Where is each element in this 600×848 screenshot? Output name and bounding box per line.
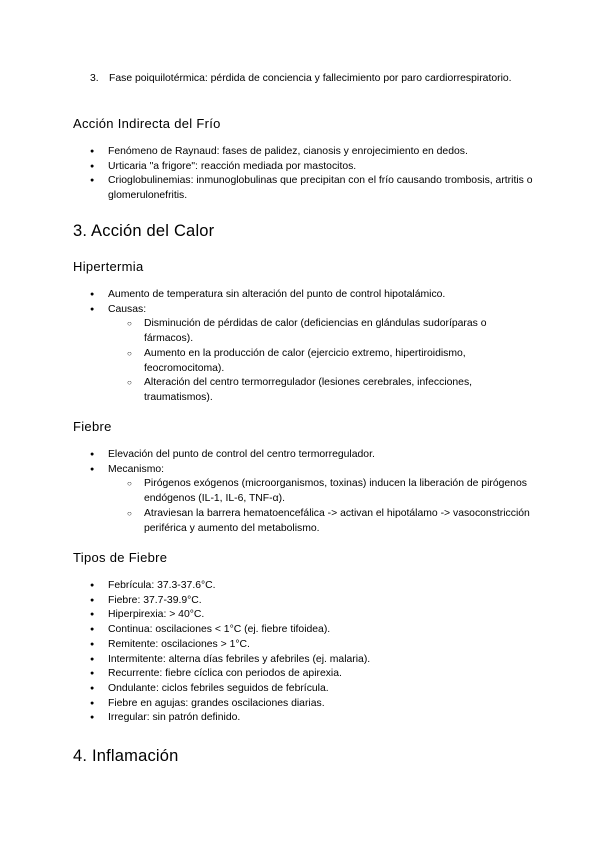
sublist-mecanismo bbox=[108, 477, 533, 536]
list-item: ● Hiperpirexia: > 40°C. bbox=[73, 608, 533, 623]
heading-hipertermia: Hipertermia bbox=[73, 259, 144, 274]
list-item: ● Fiebre en agujas: grandes oscilaciones diarias. bbox=[73, 697, 533, 712]
list-item: ● Urticaria "a frigore": reacción mediada por mastocitos. bbox=[73, 160, 533, 175]
list-item-label: Causas: bbox=[108, 303, 147, 315]
list-item: ● Fenómeno de Raynaud: fases de palidez, cianosis y enrojecimiento en dedos. bbox=[73, 145, 533, 160]
sublist-item: ○ Alteración del centro termorregulador (lesiones cerebrales, infecciones, traumatismos). bbox=[108, 376, 533, 405]
heading-tipos-fiebre: Tipos de Fiebre bbox=[73, 550, 168, 565]
list-fiebre bbox=[73, 448, 533, 536]
list-item-label: Mecanismo: bbox=[108, 463, 165, 475]
list-item: ● Continua: oscilaciones < 1°C (ej. fiebre tifoidea). bbox=[73, 623, 533, 638]
list-item: ● Fiebre: 37.7-39.9°C. bbox=[73, 594, 533, 609]
sublist-item: ○ Aumento en la producción de calor (ejercicio extremo, hipertiroidismo, feocromocitoma). bbox=[108, 347, 533, 376]
heading-section-3: 3. Acción del Calor bbox=[73, 222, 215, 240]
heading-accion-indirecta: Acción Indirecta del Frío bbox=[73, 116, 221, 131]
list-item: ● Aumento de temperatura sin alteración del punto de control hipotalámico. bbox=[73, 288, 533, 303]
list-tipos-fiebre bbox=[73, 579, 533, 726]
list-item: ● Febrícula: 37.3-37.6°C. bbox=[73, 579, 533, 594]
list-item: ● Elevación del punto de control del centro termorregulador. bbox=[73, 448, 533, 463]
sublist-item: ○ Atraviesan la barrera hematoencefálica -> activan el hipotálamo -> vasoconstricción periférica y aumento del metabolismo. bbox=[108, 507, 533, 536]
sublist-item: ○ Pirógenos exógenos (microorganismos, toxinas) inducen la liberación de pirógenos endógenos (IL-1, IL-6, TNF-α). bbox=[108, 477, 533, 506]
list-item: ● Recurrente: fiebre cíclica con periodos de apirexia. bbox=[73, 667, 533, 682]
list-accion-indirecta bbox=[73, 145, 533, 204]
list-item-text: Fase poiquilotérmica: pérdida de conciencia y fallecimiento por paro cardiorrespiratorio. bbox=[109, 73, 512, 84]
list-number: 3. bbox=[90, 73, 99, 84]
numbered-list-item bbox=[90, 72, 530, 87]
list-item: ● Intermitente: alterna días febriles y afebriles (ej. malaria). bbox=[73, 653, 533, 668]
heading-section-4: 4. Inflamación bbox=[73, 747, 179, 765]
sublist-causas bbox=[108, 317, 533, 405]
list-hipertermia bbox=[73, 288, 533, 406]
sublist-item: ○ Disminución de pérdidas de calor (deficiencias en glándulas sudoríparas o fármacos). bbox=[108, 317, 533, 346]
list-item: ● Crioglobulinemias: inmunoglobulinas que precipitan con el frío causando trombosis, artritis o glomerulonefritis. bbox=[73, 174, 533, 203]
list-item bbox=[73, 303, 533, 406]
list-item: ● Irregular: sin patrón definido. bbox=[73, 711, 533, 726]
list-item: ● Remitente: oscilaciones > 1°C. bbox=[73, 638, 533, 653]
list-item: ● Ondulante: ciclos febriles seguidos de febrícula. bbox=[73, 682, 533, 697]
heading-fiebre: Fiebre bbox=[73, 419, 112, 434]
list-item bbox=[73, 463, 533, 537]
